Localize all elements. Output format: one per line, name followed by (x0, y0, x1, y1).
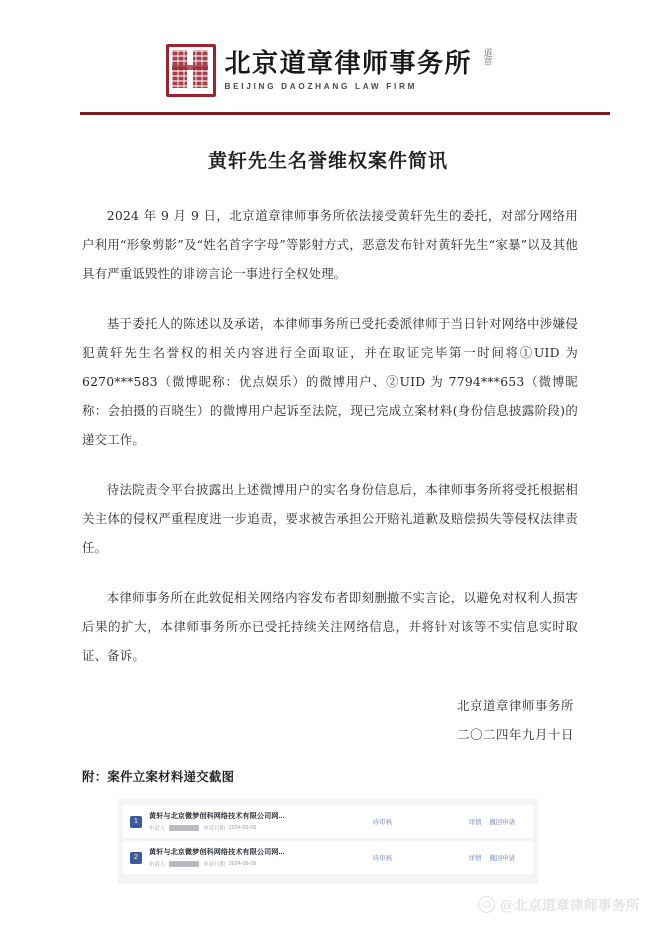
row-main (149, 847, 373, 868)
case-title: 黄轩与北京微梦创科网络技术有限公司网... (149, 848, 285, 856)
applicant-label: 申请人 (149, 862, 166, 868)
firm-name-en: BEIJING DAOZHANG LAW FIRM (224, 82, 418, 92)
paragraph: 待法院责令平台披露出上述微博用户的实名身份信息后，本律师事务所将受托根据相关主体的侵权严重程度进一步追责，要求被告承担公开赔礼道歉及赔偿损失等侵权法律责任。 (82, 482, 578, 555)
withdraw-link[interactable]: 撤回申请 (489, 819, 515, 826)
attachment-screenshot (118, 799, 538, 884)
table-row[interactable] (123, 805, 533, 838)
case-title: 黄轩与北京微梦创科网络技术有限公司网... (149, 812, 285, 820)
watermark-text: @北京道章律师事务所 (500, 898, 640, 914)
table-row[interactable] (123, 841, 533, 874)
apply-date-label: 申请日期 (203, 826, 225, 832)
firm-name-block (225, 50, 473, 91)
apply-date-value: 2024-09-09 (228, 861, 257, 867)
detail-link[interactable]: 详情 (468, 819, 482, 826)
attachment-label: 附：案件立案材料递交截图 (82, 769, 235, 784)
detail-link[interactable]: 详情 (468, 855, 482, 862)
firm-mark: 道章 (481, 48, 492, 66)
page-title: 黄轩先生名誉维权案件简讯 (207, 150, 448, 172)
redacted-value (169, 825, 199, 831)
status-badge: 待审核 (372, 855, 393, 862)
document-body (0, 201, 656, 670)
row-actions (469, 817, 525, 826)
paragraph: 本律师事务所在此敦促相关网络内容发布者即刻删撤不实言论，以避免对权利人损害后果的扩大，本律师事务所亦已受托持续关注网络信息，并将针对该等不实信息实时取证、备诉。 (82, 590, 578, 663)
row-index-badge: 2 (130, 852, 142, 864)
signature-block (0, 691, 656, 749)
weibo-logo-icon (478, 896, 495, 913)
seal-texture (171, 49, 211, 92)
apply-date-label: 申请日期 (203, 862, 225, 868)
row-actions (469, 853, 525, 862)
case-meta (149, 824, 373, 832)
redacted-value (169, 861, 199, 867)
paragraph: 基于委托人的陈述以及承诺，本律师事务所已受托委派律师于当日针对网络中涉嫌侵犯黄轩先生名誉权的相关内容进行全面取证，并在取证完毕第一时间将①UID 为 6270***583（微博昵称：优点娱乐）的微博用户、②UID 为 7794***653（微博昵称：会拍摄的百晓生）的微博用户起诉至法院，现已完成立案材料(身份信息披露阶段)的递交工作。 (82, 316, 578, 447)
signature-firm: 北京道章律师事务所 (457, 698, 574, 713)
case-meta (149, 860, 373, 868)
signature-date: 二〇二四年九月十日 (457, 727, 574, 742)
weibo-watermark (478, 894, 640, 914)
header-divider (80, 112, 610, 115)
paragraph: 2024 年 9 月 9 日，北京道章律师事务所依法接受黄轩先生的委托，对部分网络用户利用“形象剪影”及“姓名首字字母”等影射方式，恶意发布针对黄轩先生“家暴”以及其他具有严重诋毁性的诽谤言论一事进行全权处理。 (82, 208, 578, 281)
firm-logo (166, 44, 491, 97)
apply-date-value: 2024-09-09 (228, 825, 257, 831)
row-index-badge: 1 (130, 816, 142, 828)
row-main (149, 811, 373, 832)
applicant-label: 申请人 (149, 826, 166, 832)
document-header (0, 0, 656, 97)
withdraw-link[interactable]: 撤回申请 (489, 855, 515, 862)
firm-name-cn: 北京道章律师事务所 (224, 48, 473, 79)
status-badge: 待审核 (372, 819, 393, 826)
red-seal-stamp-icon (166, 44, 216, 97)
